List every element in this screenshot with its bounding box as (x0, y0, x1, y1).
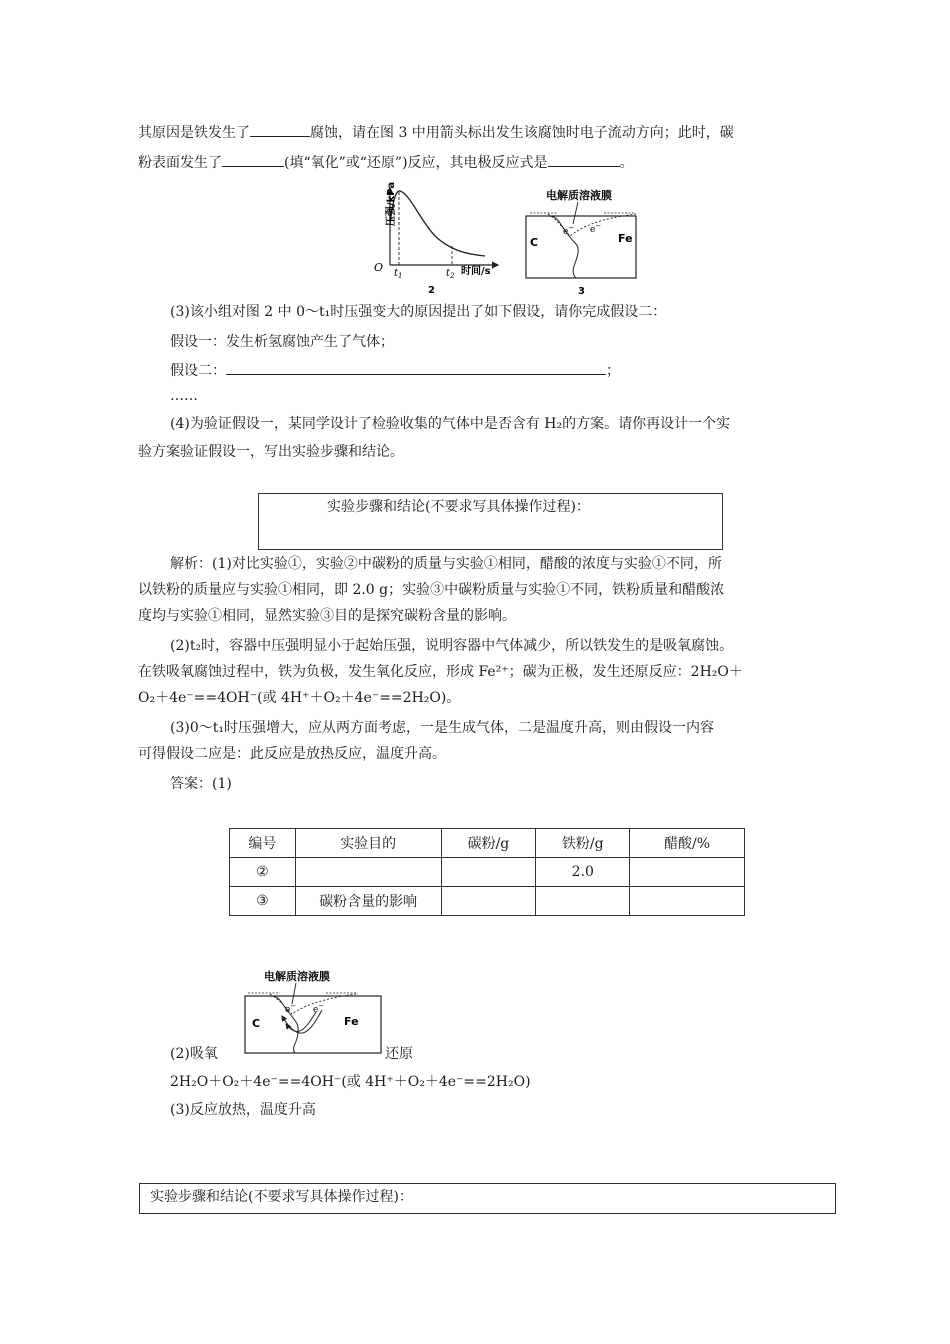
electron-label-1: e− (563, 224, 575, 237)
q4-line1: (4)为验证假设一，某同学设计了检验收集的气体中是否含有 H₂的方案。请你再设计一个实 (170, 416, 731, 432)
iron-label: Fe (344, 1015, 359, 1028)
q2-line1 (138, 122, 734, 143)
table-cell: ② (230, 858, 296, 887)
membrane-title: 电解质溶液膜 (546, 189, 612, 202)
analysis-p1-l2: 以铁粉的质量应与实验①相同，即 2.0 g；实验③中碳粉质量与实验①不同，铁粉质量和醋酸浓 (138, 582, 725, 598)
hyp2-label: 假设二： (170, 363, 226, 379)
q2-text: 其原因是铁发生了 (138, 125, 250, 141)
table-cell: 碳粉含量的影响 (295, 887, 441, 916)
answer-4-box (139, 1183, 836, 1214)
analysis-p1-l1: 解析：(1)对比实验①，实验②中碳粉的质量与实验①相同，醋酸的浓度与实验①不同，所 (170, 556, 722, 572)
table-cell (630, 858, 745, 887)
table-cell: ③ (230, 887, 296, 916)
hyp2-end: ； (606, 363, 620, 379)
figure-2-pressure-chart (360, 180, 510, 300)
table-cell (536, 887, 630, 916)
t1-label: $t_1$ (394, 268, 403, 280)
q2-text: 腐蚀，请在图 3 中用箭头标出发生该腐蚀时电子流动方向；此时，碳 (310, 125, 734, 141)
cell-box (526, 216, 636, 278)
analysis-p2-l1: (2)t₂时，容器中压强明显小于起始压强，说明容器中气体减少，所以铁发生的是吸氧腐蚀。 (170, 638, 734, 654)
answer-blank[interactable] (250, 122, 310, 137)
q3-line1: (3)该小组对图 2 中 0～t₁时压强变大的原因提出了如下假设，请你完成假设二： (170, 304, 667, 320)
q3-hypothesis-2 (170, 360, 620, 381)
electron-label-1: e− (285, 1002, 297, 1015)
answer-blank[interactable] (548, 152, 620, 167)
analysis-p3-l2: 可得假设二应是：此反应是放热反应，温度升高。 (138, 746, 446, 762)
table-row (230, 887, 745, 916)
answer-table (229, 828, 745, 916)
table-cell (630, 887, 745, 916)
q4-answer-box[interactable] (258, 493, 723, 550)
x-axis-label: 时间/s (461, 266, 491, 277)
analysis-p1-l3: 度均与实验①相同，显然实验③目的是探究碳粉含量的影响。 (138, 608, 516, 624)
table-header-row (230, 829, 745, 858)
table-header: 铁粉/g (536, 829, 630, 858)
answer-3: (3)反应放热，温度升高 (170, 1102, 316, 1118)
pointer-line (292, 983, 296, 1004)
q2-text: 粉表面发生了 (138, 155, 222, 171)
q4-box-title: 实验步骤和结论(不要求写具体操作过程)： (327, 499, 590, 515)
table-header: 醋酸/% (630, 829, 745, 858)
answer-2-prefix: (2)吸氧 (170, 1046, 218, 1062)
q4-line2: 验方案验证假设一，写出实验步骤和结论。 (138, 444, 404, 460)
figure-3-corrosion-diagram (518, 186, 648, 301)
analysis-p2-l2: 在铁吸氧腐蚀过程中，铁为负极，发生氧化反应，形成 Fe²⁺；碳为正极，发生还原反应：2H₂O＋ (138, 664, 743, 680)
answer-2-equation: 2H₂O＋O₂＋4e⁻==4OH⁻(或 4H⁺＋O₂＋4e⁻==2H₂O) (170, 1074, 531, 1090)
answer-2-suffix: 还原 (385, 1046, 413, 1062)
answer-label: 答案：(1) (170, 776, 232, 792)
electron-label-2: e− (313, 1002, 325, 1015)
table-header: 碳粉/g (441, 829, 536, 858)
answer-4-box-title: 实验步骤和结论(不要求写具体操作过程)： (150, 1189, 413, 1205)
hypothesis-2-blank[interactable] (226, 360, 606, 375)
t2-label: $t_2$ (446, 268, 455, 280)
answer-corrosion-diagram (236, 966, 384, 1066)
table-header: 编号 (230, 829, 296, 858)
origin-label: O (374, 261, 384, 274)
table-header: 实验目的 (295, 829, 441, 858)
q3-hypothesis-1: 假设一：发生析氢腐蚀产生了气体； (170, 334, 394, 350)
analysis-p2-l3: O₂＋4e⁻==4OH⁻(或 4H⁺＋O₂＋4e⁻==2H₂O)。 (138, 690, 461, 706)
iron-label: Fe (618, 232, 633, 245)
q3-ellipsis: …… (170, 388, 198, 404)
q2-text: 。 (619, 155, 634, 171)
carbon-label: C (252, 1017, 261, 1030)
q2-line2 (138, 152, 634, 173)
pressure-curve (390, 191, 485, 256)
answer-blank[interactable] (222, 152, 284, 167)
table-cell (441, 887, 536, 916)
table-cell (441, 858, 536, 887)
table-cell: 2.0 (536, 858, 630, 887)
membrane-title: 电解质溶液膜 (264, 970, 330, 983)
table-cell (295, 858, 441, 887)
analysis-p3-l1: (3)0～t₁时压强增大，应从两方面考虑，一是生成气体，二是温度升高，则由假设一内容 (170, 720, 714, 736)
figure-3-caption: 3 (578, 286, 585, 297)
figure-2-caption: 2 (428, 285, 435, 296)
pointer-line (573, 202, 578, 224)
q2-text: (填“氧化”或“还原”)反应，其电极反应式是 (284, 155, 548, 171)
table-row (230, 858, 745, 887)
y-axis-label: 压强/kPa (386, 181, 397, 226)
carbon-label: C (530, 236, 539, 249)
electron-label-2: e− (590, 222, 602, 235)
